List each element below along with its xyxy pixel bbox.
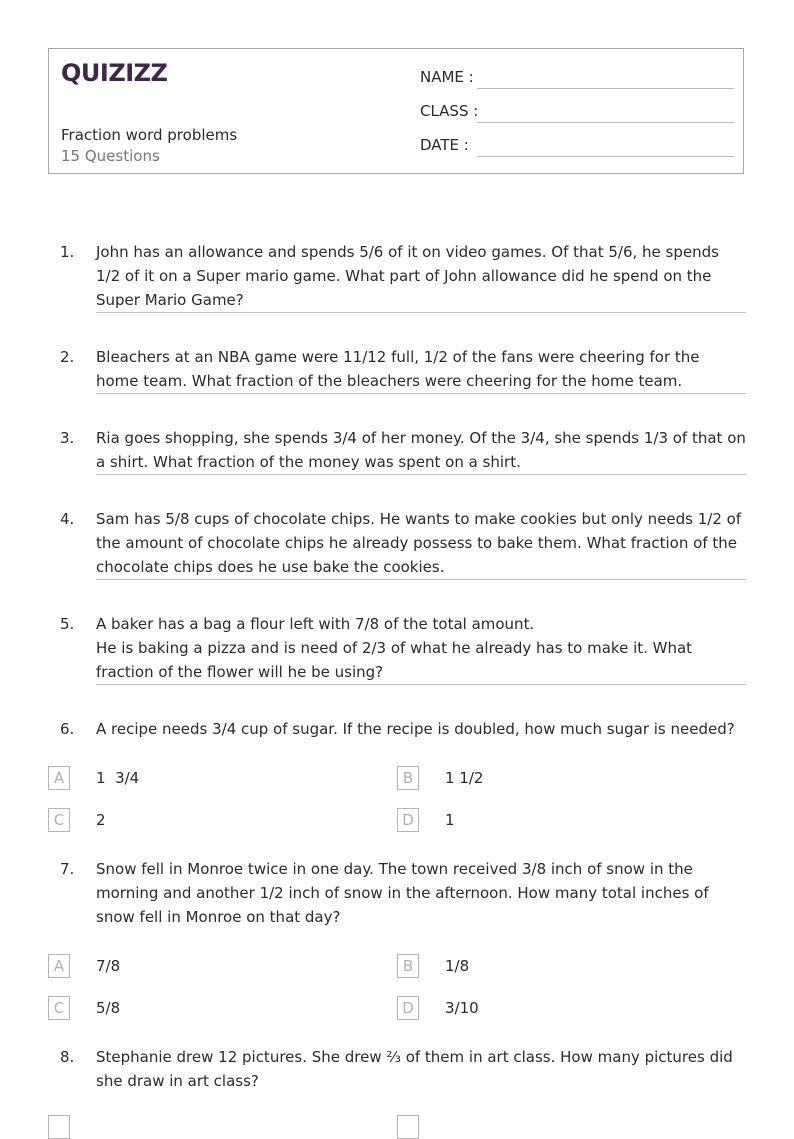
option-text: 1 — [445, 811, 455, 829]
option-text: 7/8 — [96, 957, 121, 975]
question-text: Ria goes shopping, she spends 3/4 of her money. Of the 3/4, she spends 1/3 of that on a shirt. What fraction of the money was spent on a shirt. — [96, 429, 746, 471]
worksheet-title: Fraction word problems — [61, 126, 238, 144]
class-line[interactable] — [477, 122, 734, 123]
option-text: 5/8 — [96, 999, 121, 1017]
option-letter-box[interactable] — [397, 1115, 419, 1139]
question-text: Stephanie drew 12 pictures. She drew ⅔ of them in art class. How many pictures did she draw in art class? — [96, 1048, 733, 1090]
option-text: 1 1/2 — [445, 769, 484, 787]
option-letter-box[interactable]: B — [397, 954, 419, 978]
name-field[interactable] — [420, 68, 734, 90]
date-field[interactable] — [420, 136, 734, 158]
question-text: John has an allowance and spends 5/6 of it on video games. Of that 5/6, he spends 1/2 of it on a Super mario game. What part of John allowance did he spend on the Super Mario Game? — [96, 243, 719, 309]
option-letter-box[interactable]: A — [48, 766, 70, 790]
question-text: Bleachers at an NBA game were 11/12 full, 1/2 of the fans were cheering for the home team. What fraction of the bleachers were cheering for the home team. — [96, 348, 700, 390]
question-number: 6. — [60, 720, 75, 738]
quizizz-logo: QUIZIZZ — [61, 59, 168, 87]
question-text: Snow fell in Monroe twice in one day. The town received 3/8 inch of snow in the morning and another 1/2 inch of snow in the afternoon. How many total inches of snow fell in Monroe on that day? — [96, 860, 709, 926]
answer-line[interactable] — [96, 579, 746, 580]
option-text: 3/10 — [445, 999, 479, 1017]
question-number: 8. — [60, 1048, 75, 1066]
worksheet-header — [48, 48, 744, 174]
option-text: 1 3/4 — [96, 769, 140, 787]
question-count: 15 Questions — [61, 147, 160, 165]
name-label: NAME : — [420, 68, 474, 86]
answer-line[interactable] — [96, 474, 746, 475]
option-letter-box[interactable]: B — [397, 766, 419, 790]
option-letter-box[interactable]: C — [48, 808, 70, 832]
answer-line[interactable] — [96, 684, 746, 685]
question-text: Sam has 5/8 cups of chocolate chips. He wants to make cookies but only needs 1/2 of the amount of chocolate chips he already possess to bake them. What fraction of the chocolate chips does he use bake the cookies. — [96, 510, 742, 576]
answer-line[interactable] — [96, 393, 746, 394]
question-number: 3. — [60, 429, 75, 447]
name-line[interactable] — [477, 88, 734, 89]
option-letter-box[interactable]: D — [397, 808, 419, 832]
date-line[interactable] — [477, 156, 734, 157]
class-field[interactable] — [420, 102, 734, 124]
question-text — [96, 612, 746, 684]
option-text: 1/8 — [445, 957, 470, 975]
question-number: 4. — [60, 510, 75, 528]
option-letter-box[interactable]: C — [48, 996, 70, 1020]
option-letter-box[interactable]: D — [397, 996, 419, 1020]
question-number: 7. — [60, 860, 75, 878]
question-text-line-2: He is baking a pizza and is need of 2/3 of what he already has to make it. What fraction of the flower will he be using? — [96, 639, 693, 681]
question-number: 2. — [60, 348, 75, 366]
option-letter-box[interactable]: A — [48, 954, 70, 978]
answer-line[interactable] — [96, 312, 746, 313]
question-text-line-1: A baker has a bag a flour left with 7/8 of the total amount. — [96, 615, 535, 633]
class-label: CLASS : — [420, 102, 479, 120]
question-text: A recipe needs 3/4 cup of sugar. If the recipe is doubled, how much sugar is needed? — [96, 720, 735, 738]
question-number: 5. — [60, 615, 75, 633]
question-number: 1. — [60, 243, 75, 261]
date-label: DATE : — [420, 136, 469, 154]
option-text: 2 — [96, 811, 106, 829]
option-letter-box[interactable] — [48, 1115, 70, 1139]
